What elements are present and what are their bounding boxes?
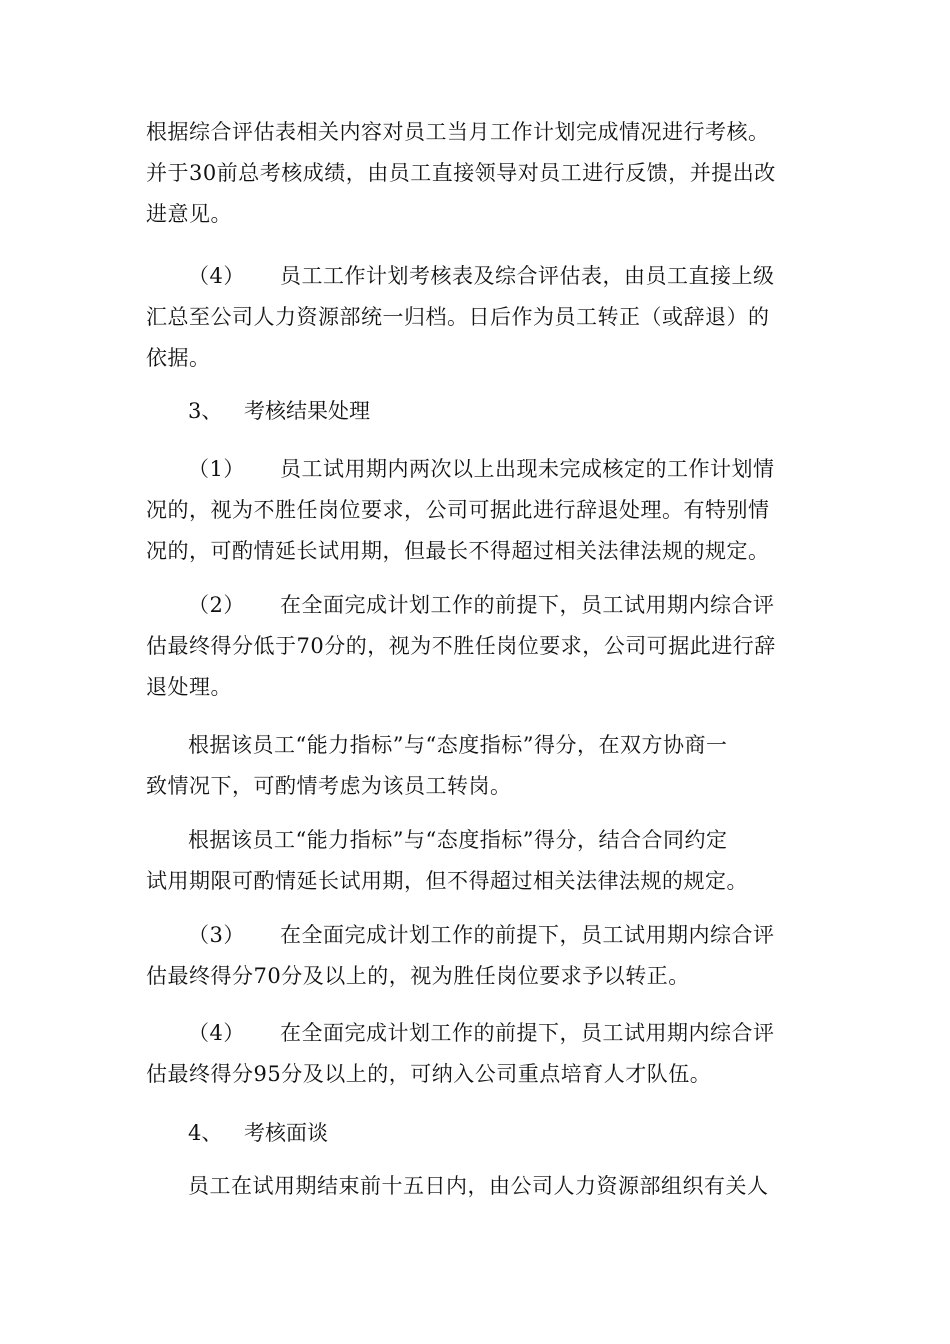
paragraph-item-incomplete-plan <box>146 449 811 572</box>
item-number: （1） <box>188 457 245 481</box>
text-line: 估最终得分95分及以上的，可纳入公司重点培育人才队伍。 <box>146 1062 712 1086</box>
item-text: 在全面完成计划工作的前提下，员工试用期内综合评 <box>280 593 775 617</box>
section-heading-result-handling <box>188 391 370 432</box>
text-line <box>146 1013 811 1054</box>
text-line: 况的，可酌情延长试用期，但最长不得超过相关法律法规的规定。 <box>146 539 770 563</box>
text-line: 试用期限可酌情延长试用期，但不得超过相关法律法规的规定。 <box>146 869 748 893</box>
paragraph-evaluation-assessment <box>146 112 811 235</box>
paragraph-item-archiving <box>146 256 811 379</box>
section-title: 考核面谈 <box>244 1121 328 1145</box>
item-number: （3） <box>188 923 245 947</box>
text-line: 退处理。 <box>146 675 232 699</box>
text-line: 进意见。 <box>146 202 232 226</box>
item-text: 员工试用期内两次以上出现未完成核定的工作计划情 <box>280 457 775 481</box>
paragraph-extend-probation <box>146 820 811 902</box>
text-line: 依据。 <box>146 346 211 370</box>
paragraph-item-score-95-plus <box>146 1013 811 1095</box>
item-number: （2） <box>188 593 245 617</box>
section-number: 4、 <box>188 1121 223 1145</box>
text-line: 根据该员工“能力指标”与“态度指标”得分，在双方协商一 <box>188 733 728 757</box>
paragraph-item-score-below-70 <box>146 585 811 708</box>
item-number: （4） <box>188 264 245 288</box>
text-line <box>146 449 811 490</box>
section-heading-interview <box>188 1113 328 1154</box>
item-number: （4） <box>188 1021 245 1045</box>
text-line: 致情况下，可酌情考虑为该员工转岗。 <box>146 774 512 798</box>
text-line: 况的，视为不胜任岗位要求，公司可据此进行辞退处理。有特别情 <box>146 498 770 522</box>
text-line: 并于30前总考核成绩，由员工直接领导对员工进行反馈，并提出改 <box>146 161 776 185</box>
paragraph-interview-organize <box>146 1166 811 1207</box>
text-line <box>146 585 811 626</box>
paragraph-transfer <box>146 725 811 807</box>
paragraph-item-score-70-plus <box>146 915 811 997</box>
item-text: 在全面完成计划工作的前提下，员工试用期内综合评 <box>280 1021 775 1045</box>
item-text: 员工工作计划考核表及综合评估表，由员工直接上级 <box>280 264 775 288</box>
text-line: 汇总至公司人力资源部统一归档。日后作为员工转正（或辞退）的 <box>146 305 770 329</box>
text-line: 员工在试用期结束前十五日内，由公司人力资源部组织有关人 <box>188 1174 769 1198</box>
text-line: 估最终得分70分及以上的，视为胜任岗位要求予以转正。 <box>146 964 690 988</box>
text-line: 根据该员工“能力指标”与“态度指标”得分，结合合同约定 <box>188 828 728 852</box>
text-line <box>146 256 811 297</box>
item-text: 在全面完成计划工作的前提下，员工试用期内综合评 <box>280 923 775 947</box>
text-line <box>146 915 811 956</box>
text-line: 根据综合评估表相关内容对员工当月工作计划完成情况进行考核。 <box>146 120 770 144</box>
text-line: 估最终得分低于70分的，视为不胜任岗位要求，公司可据此进行辞 <box>146 634 776 658</box>
section-number: 3、 <box>188 399 223 423</box>
section-title: 考核结果处理 <box>244 399 370 423</box>
